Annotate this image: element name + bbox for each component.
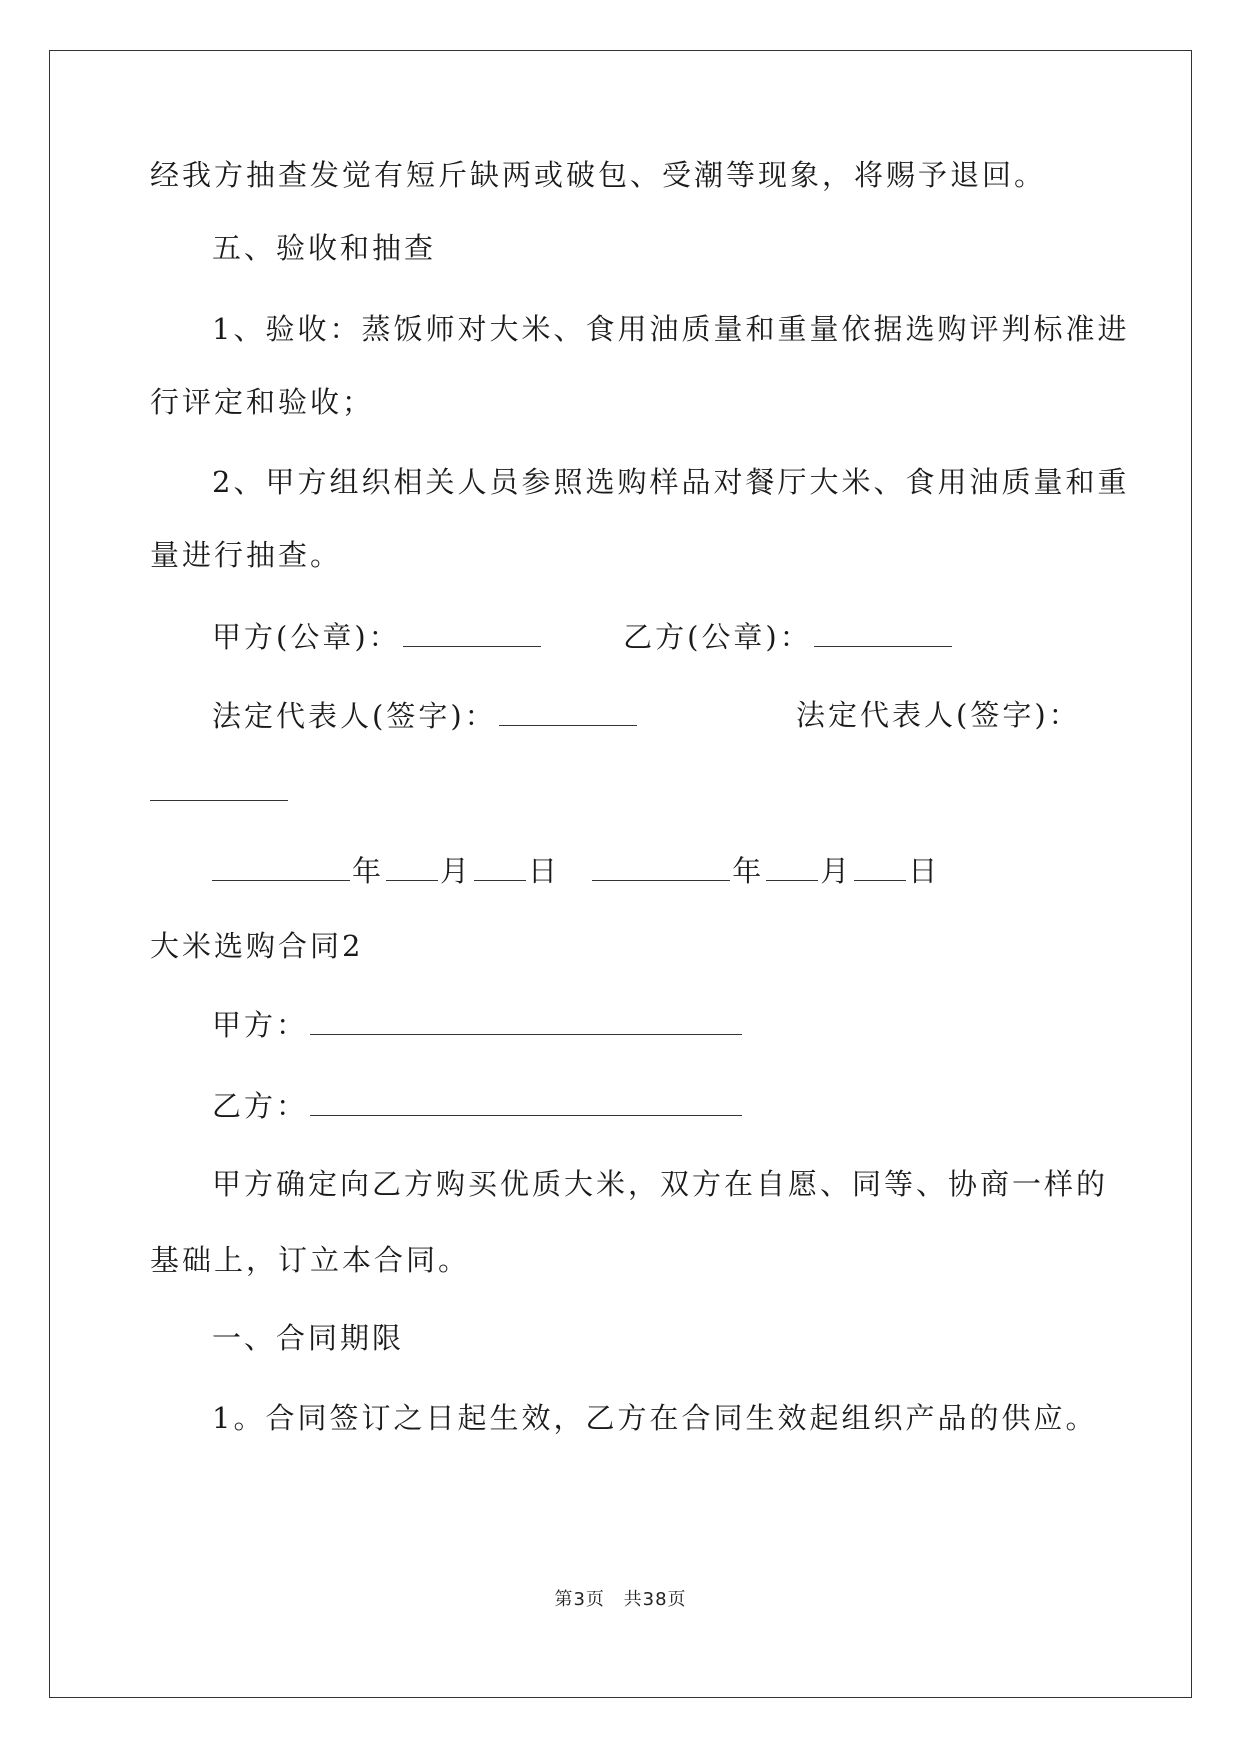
month-blank [386, 850, 438, 881]
year-label: 年 [352, 854, 385, 888]
year-blank [212, 850, 350, 881]
party-b-date [590, 850, 940, 891]
party-b-rep-label: 法定代表人(签字)： [796, 698, 1081, 732]
date-line [210, 850, 958, 890]
seal-line [212, 616, 954, 656]
party-a-label: 甲方： [212, 1008, 309, 1042]
day-label: 日 [528, 854, 561, 888]
contract-title: 大米选购合同2 [150, 929, 364, 963]
paragraph-line: 基础上，订立本合同。 [150, 1243, 471, 1277]
representative-line [212, 695, 639, 735]
day-label: 日 [908, 854, 941, 888]
year-blank [592, 850, 730, 881]
paragraph-line: 甲方确定向乙方购买优质大米，双方在自愿、同等、协商一样的 [212, 1167, 1109, 1201]
month-blank [766, 850, 818, 881]
party-b-line [212, 1085, 744, 1125]
paragraph-line: 1。合同签订之日起生效，乙方在合同生效起组织产品的供应。 [212, 1401, 1098, 1435]
party-a-seal-blank [403, 616, 541, 647]
party-a-date [210, 850, 560, 891]
party-a-blank [310, 1004, 742, 1035]
party-b-blank [310, 1085, 742, 1116]
paragraph-line: 量进行抽查。 [150, 538, 343, 572]
paragraph-line: 行评定和验收； [150, 385, 375, 419]
party-a-rep-label: 法定代表人(签字)： [212, 699, 497, 733]
party-b-seal-label: 乙方(公章)： [623, 620, 812, 654]
day-blank [854, 850, 906, 881]
page-footer [0, 1585, 1241, 1611]
paragraph-line: 经我方抽查发觉有短斤缺两或破包、受潮等现象，将赐予退回。 [150, 158, 1047, 192]
section-heading-acceptance: 五、验收和抽查 [212, 231, 437, 265]
party-b-rep-blank [150, 770, 288, 801]
party-a-line [212, 1004, 744, 1044]
party-b-seal-blank [814, 616, 952, 647]
paragraph-line: 2、甲方组织相关人员参照选购样品对餐厅大米、食用油质量和重 [212, 465, 1130, 499]
day-blank [474, 850, 526, 881]
party-b-rep-blank-line [150, 770, 290, 810]
paragraph-line: 1、验收：蒸饭师对大米、食用油质量和重量依据选购评判标准进 [212, 312, 1130, 346]
page-total: 共38页 [623, 1589, 687, 1610]
party-a-rep-blank [499, 695, 637, 726]
year-label: 年 [732, 854, 765, 888]
party-b-label: 乙方： [212, 1089, 309, 1123]
section-heading-term: 一、合同期限 [212, 1321, 405, 1355]
page-number: 第3页 [554, 1589, 605, 1610]
month-label: 月 [820, 854, 853, 888]
party-a-seal-label: 甲方(公章)： [212, 620, 401, 654]
month-label: 月 [440, 854, 473, 888]
